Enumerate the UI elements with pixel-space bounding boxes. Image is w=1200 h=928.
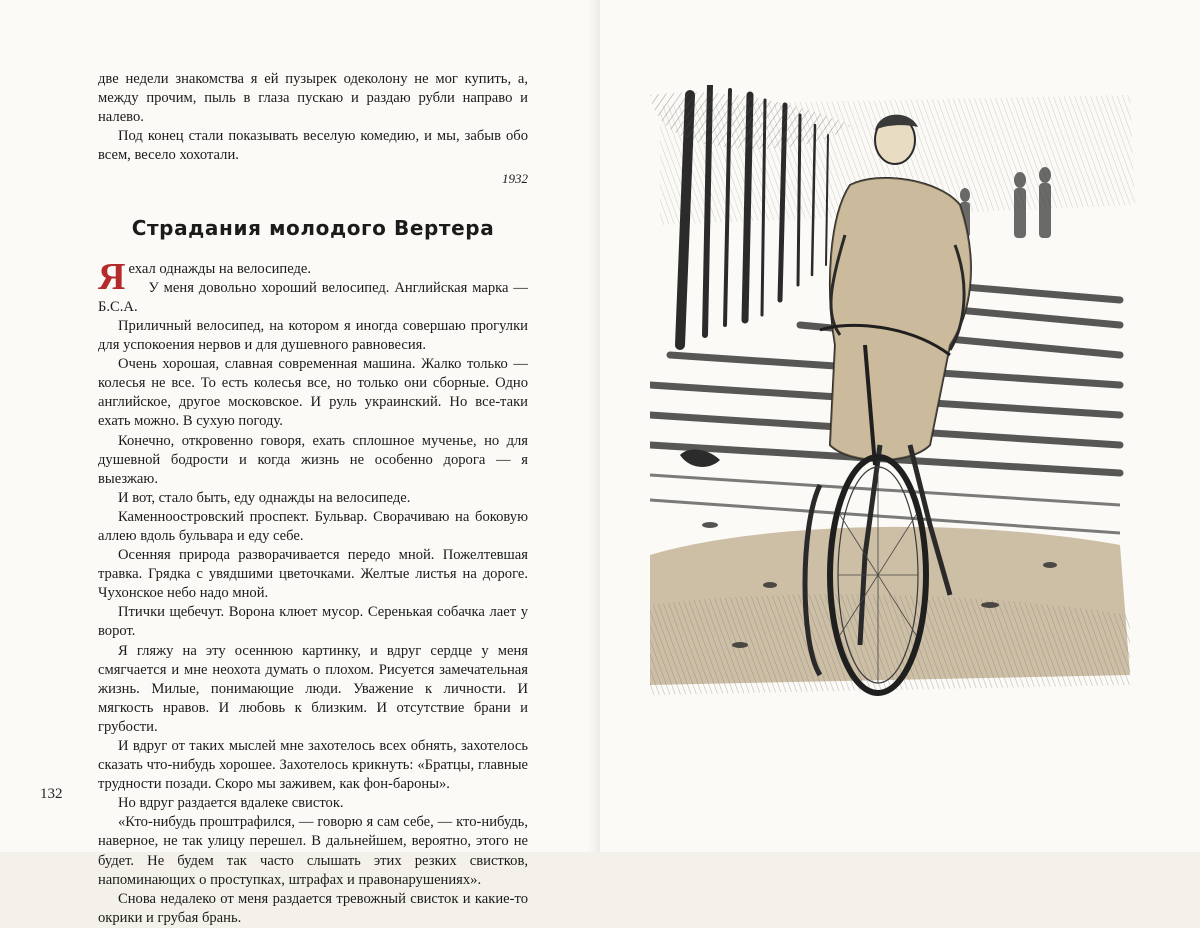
page-number: 132 <box>40 786 63 802</box>
chapter-paragraph: Приличный велосипед, на котором я иногда совершаю прогулки для успокоения нервов и для душевного равновесия. <box>98 317 528 354</box>
chapter-paragraph: Птички щебечут. Ворона клюет мусор. Серенькая собачка лает у ворот. <box>98 604 528 640</box>
chapter-paragraph: «Кто-нибудь проштрафился, — говорю я сам себе, — кто-нибудь, наверное, не так улицу перешел. В дальнейшем, вероятно, этого не будет. Не будем так часто слышать этих резких свистков, напоминающих о проступках, штрафах и правонарушениях». <box>98 814 528 888</box>
continuation-paragraph: Под конец стали показывать веселую комедию, и мы, забыв обо всем, весело хохотали. <box>98 128 528 164</box>
first-line: ехал однажды на велосипеде. <box>128 260 312 277</box>
drop-cap: Я <box>98 255 126 298</box>
chapter-paragraph: Я гляжу на эту осеннюю картинку, и вдруг сердце у меня смягчается и мне неохота думать о плохом. Рисуется замечательная жизнь. Милые, понимающие люди. Уважение к личности. И мягкость нравов. И любовь к близким. И отсутствие брани и грубости. <box>98 642 528 735</box>
continuation-paragraph: две недели знакомства я ей пузырек одеколону не мог купить, а, между прочим, пыль в глаза пускаю и раздаю рубли направо и налево. <box>98 71 528 126</box>
chapter-paragraph: И вдруг от таких мыслей мне захотелось всех обнять, захотелось сказать что-нибудь хорошее. Захотелось крикнуть: «Братцы, главные трудности позади. Скоро мы заживем, как фон-бароны». <box>98 738 528 793</box>
text-column <box>98 70 528 928</box>
chapter-paragraph: Снова недалеко от меня раздается тревожный свисток и какие-то окрики и грубая брань. <box>98 890 528 926</box>
chapter-paragraph: Конечно, откровенно говоря, ехать сплошное мученье, но для душевной бодрости и когда жизнь не особенно дорога — я выезжаю. <box>98 432 528 487</box>
chapter-paragraph: И вот, стало быть, еду однажды на велосипеде. <box>118 489 411 506</box>
left-page <box>0 0 600 926</box>
story-date: 1932 <box>502 171 528 187</box>
chapter-paragraph: Но вдруг раздается вдалеке свисток. <box>118 795 344 812</box>
cyclist-illustration <box>650 85 1145 750</box>
chapter-paragraph: Очень хорошая, славная современная машина. Жалко только — колесья не все. То есть колесья все, но только они сборные. Одно английское, другое московское. И руль украинский. Но все-таки ехать можно. В сухую погоду. <box>98 356 528 430</box>
chapter-paragraph: У меня довольно хороший велосипед. Английская марка — Б.С.А. <box>98 279 528 315</box>
chapter-paragraph: Каменноостровский проспект. Бульвар. Сворачиваю на боковую аллею вдоль бульвара и еду себе. <box>98 508 528 544</box>
chapter-paragraph: Осенняя природа разворачивается передо мной. Пожелтевшая травка. Грядка с увядшими цветочками. Желтые листья на дороге. Чухонское небо надо мной. <box>98 547 528 602</box>
chapter-title: Страдания молодого Вертера <box>131 215 495 240</box>
